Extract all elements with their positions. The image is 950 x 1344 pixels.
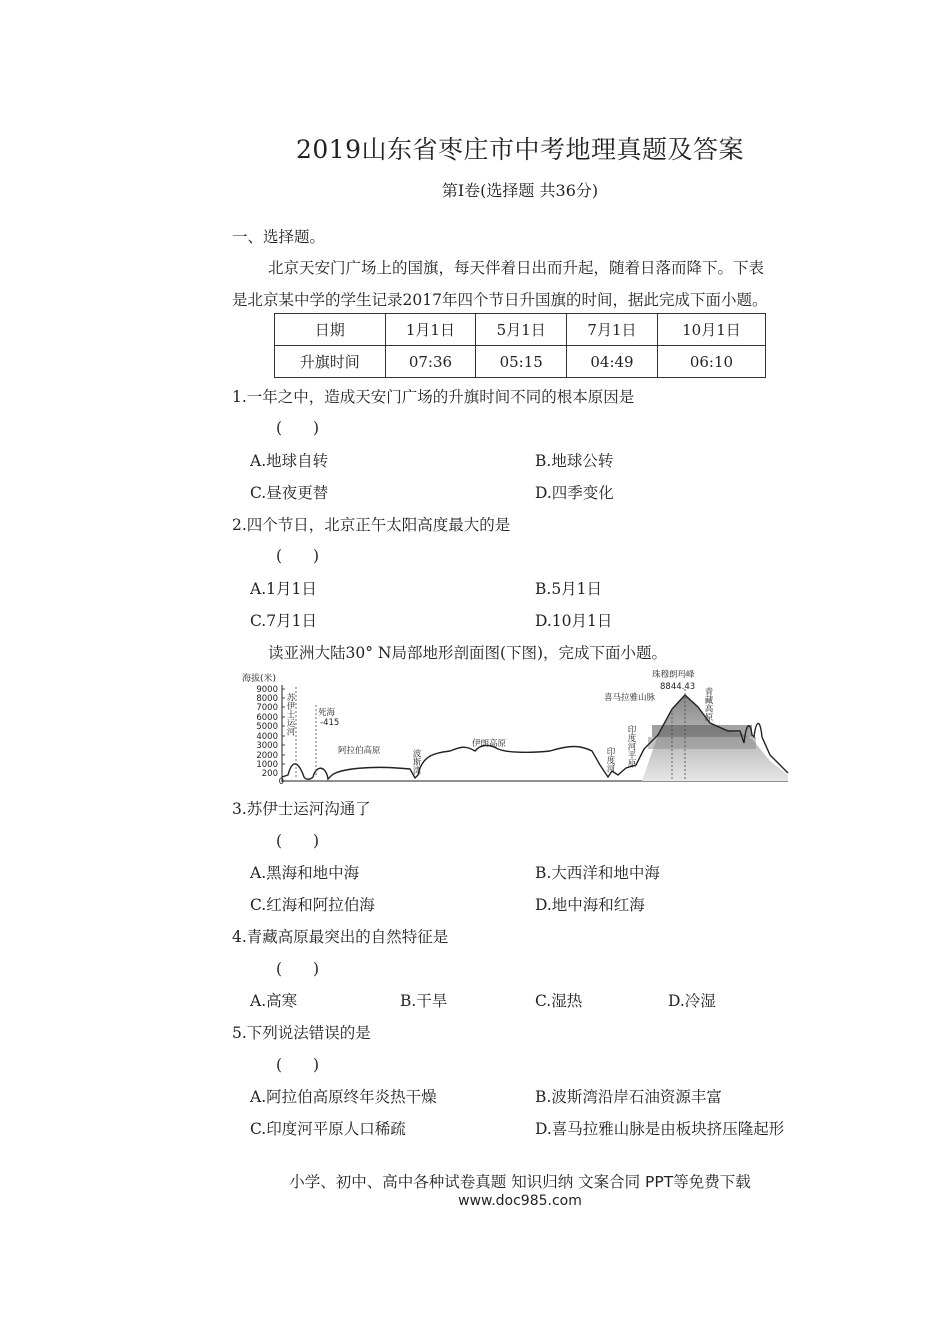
- y-tick-label: 4000: [256, 732, 278, 742]
- y-tick-label: 5000: [256, 722, 278, 732]
- terrain-profile-figure: [240, 665, 795, 787]
- question-1-option-c: C.昼夜更替: [250, 484, 329, 502]
- question-1-bracket: ( ): [276, 419, 320, 437]
- flag-time-table: [274, 313, 766, 378]
- label-himalayas: 喜马拉雅山脉: [604, 693, 656, 703]
- y-tick-label: 9000: [256, 685, 278, 695]
- question-5-option-d: D.喜马拉雅山脉是由板块挤压隆起形: [535, 1120, 785, 1138]
- label-dead-sea-value: -415: [320, 718, 340, 728]
- intro-line-1: 北京天安门广场上的国旗，每天伴着日出而升起，随着日落而降下。下表: [268, 259, 765, 277]
- question-2-option-c: C.7月1日: [250, 612, 317, 630]
- question-5-option-b: B.波斯湾沿岸石油资源丰富: [535, 1088, 722, 1106]
- question-4-option-c: C.湿热: [535, 992, 583, 1010]
- table-cell: 5月1日: [476, 314, 567, 346]
- y-tick-label: 3000: [256, 741, 278, 751]
- question-3-option-c: C.红海和阿拉伯海: [250, 896, 375, 914]
- question-4-option-d: D.冷湿: [668, 992, 716, 1010]
- document-title: 2019山东省枣庄市中考地理真题及答案: [295, 135, 745, 164]
- question-3-stem: 3.苏伊士运河沟通了: [232, 800, 371, 818]
- y-tick-label: 2000: [256, 751, 278, 761]
- table-cell: 06:10: [657, 346, 765, 378]
- question-4-option-b: B.干旱: [400, 992, 448, 1010]
- question-2-option-d: D.10月1日: [535, 612, 613, 630]
- y-tick-label: 200: [261, 769, 278, 779]
- question-1-option-a: A.地球自转: [250, 452, 329, 470]
- question-1-stem: 1.一年之中，造成天安门广场的升旗时间不同的根本原因是: [232, 388, 635, 406]
- section-heading: 一、选择题。: [232, 228, 326, 246]
- question-5-option-c: C.印度河平原人口稀疏: [250, 1120, 406, 1138]
- y-tick-label: 1000: [256, 760, 278, 770]
- table-row: [275, 346, 766, 378]
- table-cell: 05:15: [476, 346, 567, 378]
- question-2-stem: 2.四个节日，北京正午太阳高度最大的是: [232, 516, 511, 534]
- label-qinghai-tibet-plateau: 青藏高原: [703, 687, 713, 721]
- question-3-option-b: B.大西洋和地中海: [535, 864, 660, 882]
- question-5-option-a: A.阿拉伯高原终年炎热干燥: [250, 1088, 437, 1106]
- question-4-stem: 4.青藏高原最突出的自然特征是: [232, 928, 449, 946]
- label-iranian-plateau: 伊朗高原: [472, 739, 507, 749]
- table-cell: 升旗时间: [275, 346, 386, 378]
- label-arabian-plateau: 阿拉伯高原: [338, 746, 381, 756]
- label-indus-river: 印度河: [605, 747, 615, 773]
- label-indus-plain: 印度河平原: [626, 725, 636, 768]
- question-4-option-a: A.高寒: [250, 992, 298, 1010]
- question-2-bracket: ( ): [276, 547, 320, 565]
- table-cell: 04:49: [567, 346, 658, 378]
- footer-promo-text: 小学、初中、高中各种试卷真题 知识归纳 文案合同 PPT等免费下载: [289, 1173, 751, 1191]
- question-2-option-b: B.5月1日: [535, 580, 603, 598]
- question-1-option-d: D.四季变化: [535, 484, 614, 502]
- table-cell: 10月1日: [657, 314, 765, 346]
- label-dead-sea: 死海: [318, 708, 336, 718]
- intro-line-2: 是北京某中学的学生记录2017年四个节日升国旗的时间，据此完成下面小题。: [232, 291, 768, 309]
- question-4-bracket: ( ): [276, 960, 320, 978]
- label-persian-gulf: 波斯湾: [411, 749, 421, 775]
- label-suez-canal: 苏伊士运河: [285, 693, 295, 736]
- question-3-bracket: ( ): [276, 832, 320, 850]
- read-prompt: 读亚洲大陆30° N局部地形剖面图(下图)，完成下面小题。: [268, 644, 668, 662]
- label-everest: 珠穆朗玛峰: [652, 670, 695, 680]
- question-5-stem: 5.下列说法错误的是: [232, 1024, 371, 1042]
- y-tick-label: 6000: [256, 713, 278, 723]
- table-cell: 7月1日: [567, 314, 658, 346]
- question-1-option-b: B.地球公转: [535, 452, 614, 470]
- table-cell: 1月1日: [385, 314, 476, 346]
- y-tick-label: 0: [278, 777, 284, 787]
- table-header-row: [275, 314, 766, 346]
- axis-title: 海拔(米): [242, 674, 277, 684]
- label-everest-value: 8844.43: [660, 682, 696, 692]
- section-subtitle: 第Ⅰ卷(选择题 共36分): [441, 181, 599, 200]
- footer-website-link[interactable]: www.doc985.com: [458, 1193, 582, 1209]
- y-tick-label: 7000: [256, 703, 278, 713]
- table-cell: 07:36: [385, 346, 476, 378]
- question-3-option-d: D.地中海和红海: [535, 896, 645, 914]
- question-2-option-a: A.1月1日: [250, 580, 317, 598]
- y-tick-label: 8000: [256, 694, 278, 704]
- question-3-option-a: A.黑海和地中海: [250, 864, 360, 882]
- question-5-bracket: ( ): [276, 1056, 320, 1074]
- table-cell: 日期: [275, 314, 386, 346]
